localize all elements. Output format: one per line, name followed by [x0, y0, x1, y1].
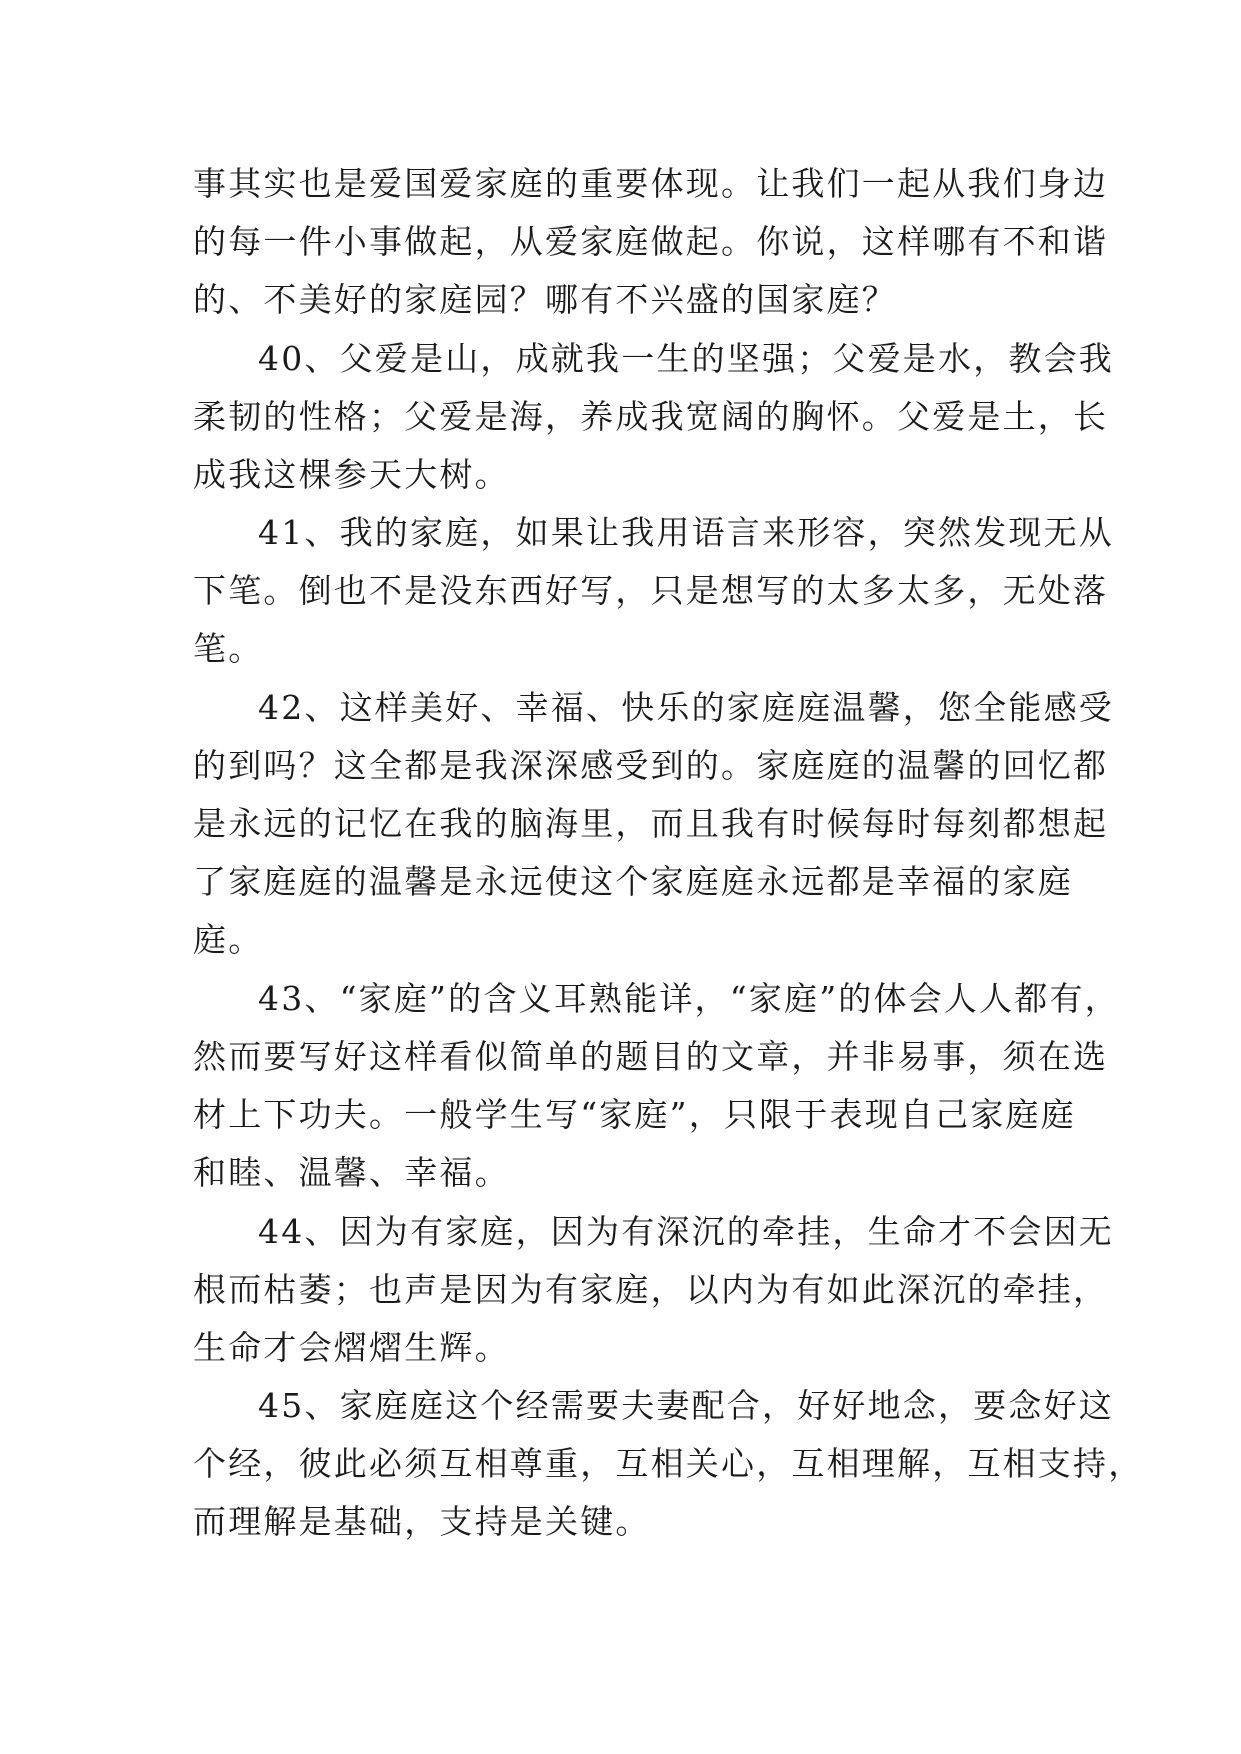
- paragraph-line: 42、这样美好、幸福、快乐的家庭庭温馨，您全能感受: [258, 688, 1114, 727]
- paragraph-line: 然而要写好这样看似简单的题目的文章，并非易事，须在选: [193, 1037, 1109, 1076]
- paragraph-line: 43、“家庭”的含义耳熟能详，“家庭”的体会人人都有，: [258, 979, 1120, 1018]
- paragraph-line: 柔韧的性格；父爱是海，养成我宽阔的胸怀。父爱是土，长: [193, 397, 1109, 436]
- paragraph-line: 成我这棵参天大树。: [193, 455, 510, 494]
- paragraph-line: 笔。: [193, 629, 264, 668]
- paragraph-line: 而理解是基础，支持是关键。: [193, 1502, 651, 1541]
- paragraph-line: 41、我的家庭，如果让我用语言来形容，突然发现无从: [258, 513, 1114, 552]
- paragraph-line: 和睦、温馨、幸福。: [193, 1153, 510, 1192]
- paragraph-line: 的到吗？这全都是我深深感受到的。家庭庭的温馨的回忆都: [193, 746, 1109, 785]
- paragraph-line: 45、家庭庭这个经需要夫妻配合，好好地念，要念好这: [258, 1386, 1114, 1425]
- paragraph-line: 庭。: [193, 920, 264, 959]
- paragraph-line: 的、不美好的家庭园？哪有不兴盛的国家庭？: [193, 280, 897, 319]
- paragraph-line: 根而枯萎；也声是因为有家庭，以内为有如此深沉的牵挂，: [193, 1270, 1109, 1309]
- paragraph-line: 生命才会熠熠生辉。: [193, 1328, 510, 1367]
- paragraph-line: 40、父爱是山，成就我一生的坚强；父爱是水，教会我: [258, 339, 1114, 378]
- paragraph-line: 材上下功夫。一般学生写“家庭”，只限于表现自己家庭庭: [193, 1095, 1076, 1134]
- paragraph-line: 个经，彼此必须互相尊重，互相关心，互相理解，互相支持，: [193, 1444, 1144, 1483]
- paragraph-line: 事其实也是爱国爱家庭的重要体现。让我们一起从我们身边: [193, 164, 1109, 203]
- paragraph-line: 是永远的记忆在我的脑海里，而且我有时候每时每刻都想起: [193, 804, 1109, 843]
- paragraph-line: 了家庭庭的温馨是永远使这个家庭庭永远都是幸福的家庭: [193, 862, 1073, 901]
- paragraph-line: 下笔。倒也不是没东西好写，只是想写的太多太多，无处落: [193, 571, 1109, 610]
- paragraph-line: 44、因为有家庭，因为有深沉的牵挂，生命才不会因无: [258, 1212, 1114, 1251]
- paragraph-line: 的每一件小事做起，从爱家庭做起。你说，这样哪有不和谐: [193, 222, 1109, 261]
